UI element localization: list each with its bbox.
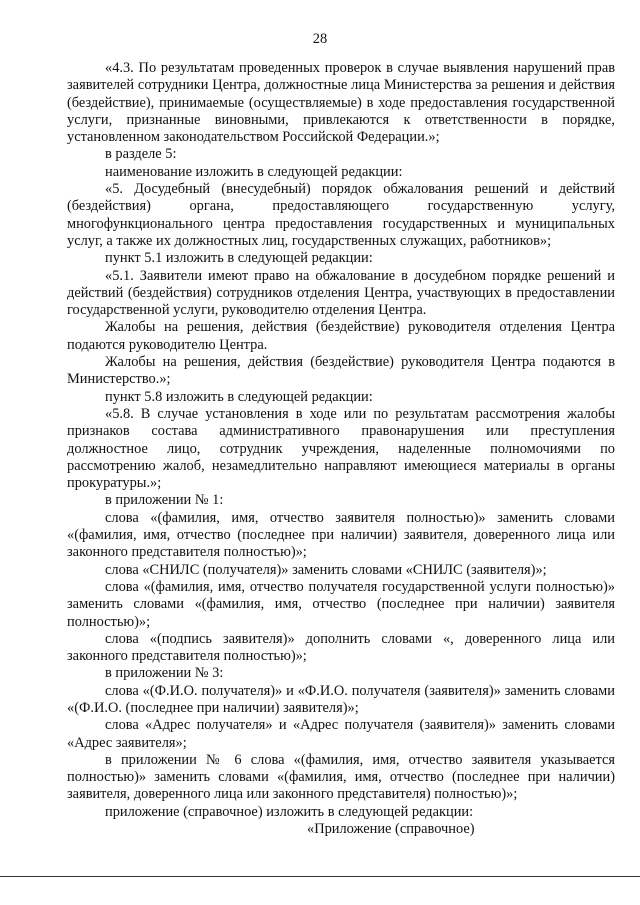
paragraph: Жалобы на решения, действия (бездействие) руководителя отделения Центра подаются руководителю Центра. xyxy=(67,319,615,353)
document-body xyxy=(67,60,615,838)
paragraph: в приложении № 3: xyxy=(105,665,224,682)
paragraph: наименование изложить в следующей редакции: xyxy=(105,163,403,180)
section-5-title-line: «5. Досудебный (внесудебный) порядок обжалования решений и действий xyxy=(105,181,615,198)
bottom-rule xyxy=(0,876,640,877)
paragraph-5-8-line: должностное лицо, сотрудник учреждения, наделенные полномочиями по xyxy=(67,440,615,457)
paragraph: слова «(Ф.И.О. получателя)» и «Ф.И.О. получателя (заявителя)» заменить словами «(Ф.И.О. (последнее при наличии) заявителя)»; xyxy=(67,682,615,716)
page-number: 28 xyxy=(312,31,328,47)
paragraph: в приложении № 1: xyxy=(105,492,224,509)
paragraph-5-8-line: «5.8. В случае установления в ходе или по результатам рассмотрения жалобы xyxy=(105,405,615,422)
paragraph-4-3: «4.3. По результатам проведенных проверок в случае выявления нарушений прав заявителей сотрудники Центра, должностные лица Министерства за решения и действия (бездействие), принимаемые (осуществляемые) в ходе предоставления государственной услуги, признанные виновными, привлекаются к ответственности в порядке, установленном законодательством Российской Федерации.»; xyxy=(67,60,615,146)
paragraph-5-8-line: рассмотрению жалоб, незамедлительно направляют имеющиеся материалы в органы прокуратуры.»; xyxy=(67,457,615,492)
paragraph: пункт 5.8 изложить в следующей редакции: xyxy=(105,388,373,405)
paragraph: слова «(подпись заявителя)» дополнить словами «, доверенного лица или законного представителя полностью)»; xyxy=(67,630,615,665)
appendix-heading: «Приложение (справочное) xyxy=(307,821,475,838)
paragraph: приложение (справочное) изложить в следующей редакции: xyxy=(105,803,474,820)
paragraph: пункт 5.1 изложить в следующей редакции: xyxy=(105,250,373,267)
paragraph-5-1: «5.1. Заявители имеют право на обжалование в досудебном порядке решений и действий (бездействия) сотрудников отделения Центра, участвующих в предоставлении государственной услуги, руководителю отделения Центра. xyxy=(67,267,615,319)
section-5-title-line: (бездействия) органа, предоставляющего государственную услугу, xyxy=(67,198,615,215)
paragraph: в приложении № 6 слова «(фамилия, имя, отчество заявителя указывается полностью)» заменить словами «(фамилия, имя, отчество (последнее при наличии) заявителя, доверенного лица или законного представителя) полностью)»; xyxy=(67,751,615,803)
paragraph: в разделе 5: xyxy=(105,146,177,163)
paragraph: слова «Адрес получателя» и «Адрес получателя (заявителя)» заменить словами «Адрес заявителя»; xyxy=(67,717,615,751)
section-5-title-line: многофункционального центра предоставления государственных и муниципальных xyxy=(67,215,615,232)
paragraph: слова «(фамилия, имя, отчество заявителя полностью)» заменить словами «(фамилия, имя, отчество (последнее при наличии) заявителя, доверенного лица или законного представителя полностью)»; xyxy=(67,509,615,561)
paragraph: Жалобы на решения, действия (бездействие) руководителя Центра подаются в Министерство.»; xyxy=(67,354,615,388)
paragraph: слова «СНИЛС (получателя)» заменить словами «СНИЛС (заявителя)»; xyxy=(105,561,547,578)
section-5-title-line: услуг, а также их должностных лиц, государственных служащих, работников»; xyxy=(67,232,552,249)
paragraph-5-8-line: признаков состава административного правонарушения или преступления xyxy=(67,423,615,440)
paragraph: слова «(фамилия, имя, отчество получателя государственной услуги полностью)» заменить словами «(фамилия, имя, отчество (последнее при наличии) заявителя полностью)»; xyxy=(67,578,615,630)
